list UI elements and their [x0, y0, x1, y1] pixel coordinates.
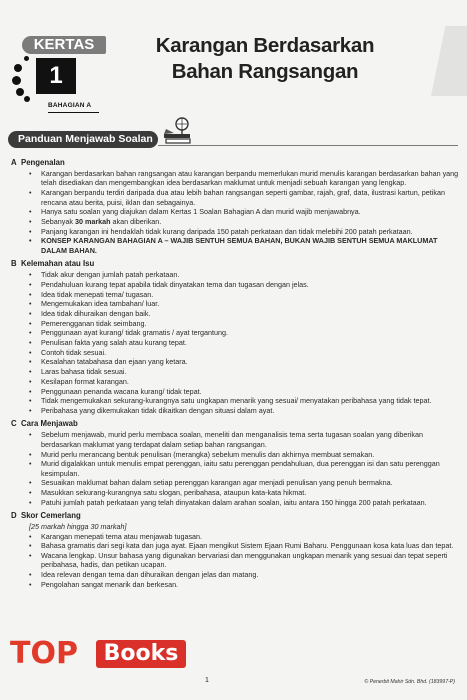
page-number: 1 [205, 677, 209, 684]
score-range-note: [25 markah hingga 30 markah] [29, 522, 127, 532]
list-item: • Penggunaan ayat kurang/ tidak gramatis / ayat tergantung. [29, 328, 228, 338]
list-item: • Panjang karangan ini hendaklah tidak kurang daripada 150 patah perkataan dan tidak melebihi 200 patah perkataan. [29, 226, 413, 236]
topbooks-watermark [10, 638, 185, 670]
list-item: • Penulisan fakta yang salah atau kurang tepat. [29, 338, 187, 348]
list-item: • Peribahasa yang dikemukakan tidak dikaitkan dengan situasi dalam ayat. [29, 405, 275, 415]
list-item: • Kesalahan tatabahasa dan ejaan yang ketara. [29, 357, 188, 367]
kertas-label: KERTAS [22, 36, 106, 54]
section-a-heading: A Pengenalan [11, 158, 65, 167]
list-item: • Karangan menepati tema atau menjawab tugasan. [29, 531, 203, 541]
section-b-list [8, 270, 463, 415]
watermark-books: Books [96, 640, 186, 668]
list-item: • Penggunaan penanda wacana kurang/ tidak tepat. [29, 386, 202, 396]
bahagian-label: BAHAGIAN A [48, 100, 99, 113]
list-item: • Sebanyak 30 markah akan diberikan. [29, 216, 162, 226]
list-item: • Tidak mengemukakan sekurang-kurangnya satu ungkapan menarik yang sesuai/ menyatakan peribahasa yang tidak tepat. [29, 396, 432, 406]
list-item: • Karangan berdasarkan bahan rangsangan atau karangan berpandu memerlukan murid menulis karangan berdasarkan bahan yang telah disediakan dan mengembangkan idea berdasarkan maklumat untuk menjadi sebuah karangan yang lengkap. [29, 169, 459, 188]
list-item: • Tidak akur dengan jumlah patah perkataan. [29, 270, 180, 280]
watermark-top: TOP [10, 636, 78, 671]
list-item: • Sesuaikan maklumat bahan dalam setiap perenggan karangan agar menjadi penulisan yang penuh bermakna. [29, 478, 393, 488]
list-item: • Kesilapan format karangan. [29, 376, 129, 386]
panduan-divider [158, 145, 458, 146]
list-item: • Idea relevan dengan tema dan dihuraikan dengan jelas dan matang. [29, 570, 259, 580]
section-d-heading: D Skor Cemerlang [11, 511, 81, 521]
kertas-badge [14, 30, 124, 110]
section-a-list [8, 169, 463, 255]
list-item: • Pengolahan sangat menarik dan berkesan. [29, 579, 179, 589]
list-item: • Masukkan sekurang-kurangnya satu slogan, peribahasa, ataupun kata-kata hikmat. [29, 488, 307, 498]
guide-content [8, 155, 463, 589]
list-item: • Contoh tidak sesuai. [29, 347, 107, 357]
section-c-list [8, 430, 463, 507]
title-line-1: Karangan Berdasarkan [155, 34, 375, 57]
title-line-2: Bahan Rangsangan [171, 60, 359, 83]
publisher-credit: © Penerbit Mahir Sdn. Bhd. (183997-P) [364, 679, 455, 685]
panduan-title: Panduan Menjawab Soalan [8, 131, 158, 148]
list-item: • Idea tidak dihuraikan dengan baik. [29, 308, 151, 318]
corner-decoration [431, 26, 467, 96]
list-item: • Bahasa gramatis dari segi kata dan juga ayat. Ejaan mengikut Sistem Ejaan Rumi Baharu. Penggunaan kosa kata luas dan tepat. [29, 541, 454, 551]
list-item: • Murid digalakkan untuk menulis empat perenggan, iaitu satu perenggan pendahuluan, dua perenggan isi dan satu perenggan kesimpulan. [29, 459, 440, 478]
panduan-header [8, 131, 458, 149]
list-item: • Wacana lengkap. Unsur bahasa yang digunakan bervariasi dan menggunakan ungkapan menarik yang sesuai dan tepat seperti peribahasa, hadis, dan petikan ucapan. [29, 550, 448, 570]
list-item: • Hanya satu soalan yang diajukan dalam Kertas 1 Soalan Bahagian A dan murid wajib menjawabnya. [29, 207, 361, 217]
page-title [140, 33, 390, 85]
list-item: • Mengemukakan idea tambahan/ luar. [29, 299, 160, 309]
list-item: • Karangan berpandu terdiri daripada dua atau lebih bahan rangsangan seperti gambar, rajah, graf, data, ilustrasi kartun, petikan rencana atau berita, puisi, iklan dan sebagainya. [29, 188, 445, 207]
list-item: • KONSEP KARANGAN BAHAGIAN A – WAJIB SENTUH SEMUA BAHAN, BUKAN WAJIB SENTUH SEMUA MAKLUMAT DALAM BAHAN. [29, 236, 438, 255]
dots-decoration [12, 52, 32, 112]
list-item: • Idea tidak menepati tema/ tugasan. [29, 289, 154, 299]
list-item: • Pendahuluan kurang tepat apabila tidak dinyatakan tema dan tugasan dengan jelas. [29, 279, 309, 289]
section-d-list [8, 532, 463, 590]
list-item: • Laras bahasa tidak sesuai. [29, 367, 127, 377]
list-item: • Pemerengganan tidak seimbang. [29, 318, 147, 328]
kertas-number: 1 [36, 58, 76, 94]
list-item: • Murid perlu merancang bentuk penulisan (merangka) sebelum menulis dan akhirnya membuat semakan. [29, 449, 375, 459]
list-item: • Patuhi jumlah patah perkataan yang telah dinyatakan dalam arahan soalan, iaitu antara 150 hingga 200 patah perkataan. [29, 497, 427, 507]
books-globe-icon [160, 115, 194, 145]
section-c-heading: C Cara Menjawab [11, 419, 78, 429]
list-item: • Sebelum menjawab, murid perlu membaca soalan, meneliti dan menganalisis tema serta tugasan soalan yang diberikan berdasarkan maklumat yang terdapat dalam setiap bahan rangsangan. [29, 430, 423, 449]
section-b-heading: B Kelemahan atau Isu [11, 259, 95, 269]
